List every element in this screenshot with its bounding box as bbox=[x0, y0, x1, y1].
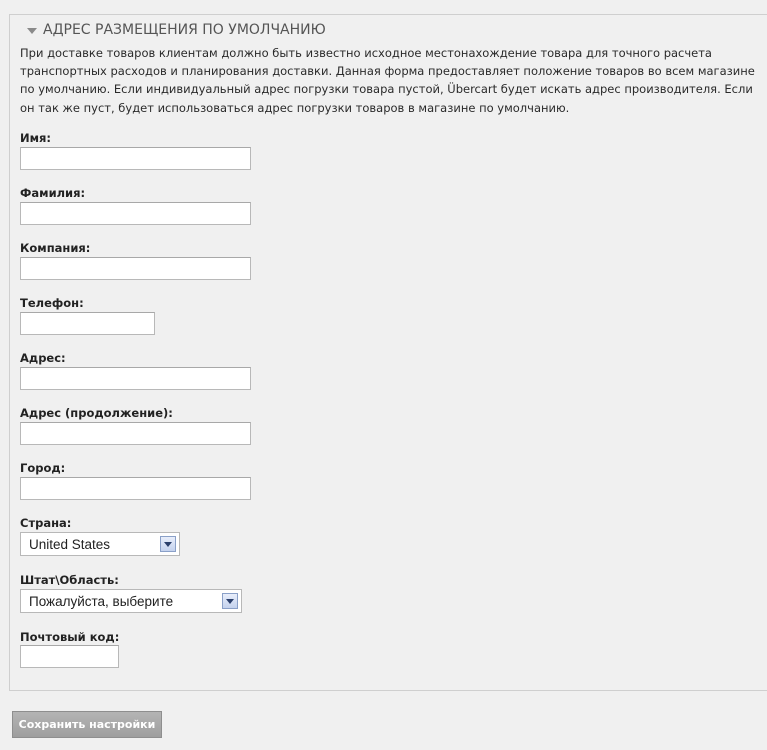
chevron-down-icon bbox=[164, 542, 172, 547]
zone-dropdown-button[interactable] bbox=[222, 593, 238, 609]
country-selected-value: United States bbox=[29, 536, 111, 552]
first-name-field[interactable] bbox=[20, 147, 251, 170]
country-label: Страна: bbox=[20, 516, 72, 530]
country-dropdown-button[interactable] bbox=[160, 536, 176, 552]
first-name-label: Имя: bbox=[20, 131, 52, 145]
company-field[interactable] bbox=[20, 257, 251, 280]
postal-code-label: Почтовый код: bbox=[20, 630, 120, 644]
save-settings-button[interactable]: Сохранить настройки bbox=[12, 711, 162, 738]
city-field[interactable] bbox=[20, 477, 251, 500]
city-label: Город: bbox=[20, 461, 66, 475]
street2-field[interactable] bbox=[20, 422, 251, 445]
zone-selected-value: Пожалуйста, выберите bbox=[29, 593, 174, 609]
phone-field[interactable] bbox=[20, 312, 155, 335]
street1-label: Адрес: bbox=[20, 351, 66, 365]
postal-code-field[interactable] bbox=[20, 645, 119, 668]
zone-select[interactable] bbox=[20, 589, 242, 613]
chevron-down-icon bbox=[226, 599, 234, 604]
street2-label: Адрес (продолжение): bbox=[20, 406, 173, 420]
fieldset-title[interactable]: АДРЕС РАЗМЕЩЕНИЯ ПО УМОЛЧАНИЮ bbox=[43, 22, 326, 38]
fieldset-legend[interactable] bbox=[25, 19, 338, 41]
country-select[interactable] bbox=[20, 532, 180, 556]
company-label: Компания: bbox=[20, 241, 91, 255]
collapse-triangle-icon[interactable] bbox=[27, 28, 37, 34]
zone-label: Штат\Область: bbox=[20, 573, 119, 587]
street1-field[interactable] bbox=[20, 367, 251, 390]
phone-label: Телефон: bbox=[20, 296, 84, 310]
section-description: При доставке товаров клиентам должно быть известно исходное местонахождение товара для точного расчета транспортных расходов и планирования доставки. Данная форма предоставляет положение товаров во всем магазине по умолчанию. Если индивидуальный адрес погрузки товара пустой, Übercart будет искать адрес производителя. Если он так же пуст, будет использоваться адрес погрузки товаров в магазине по умолчанию. bbox=[20, 46, 755, 115]
last-name-label: Фамилия: bbox=[20, 186, 86, 200]
last-name-field[interactable] bbox=[20, 202, 251, 225]
